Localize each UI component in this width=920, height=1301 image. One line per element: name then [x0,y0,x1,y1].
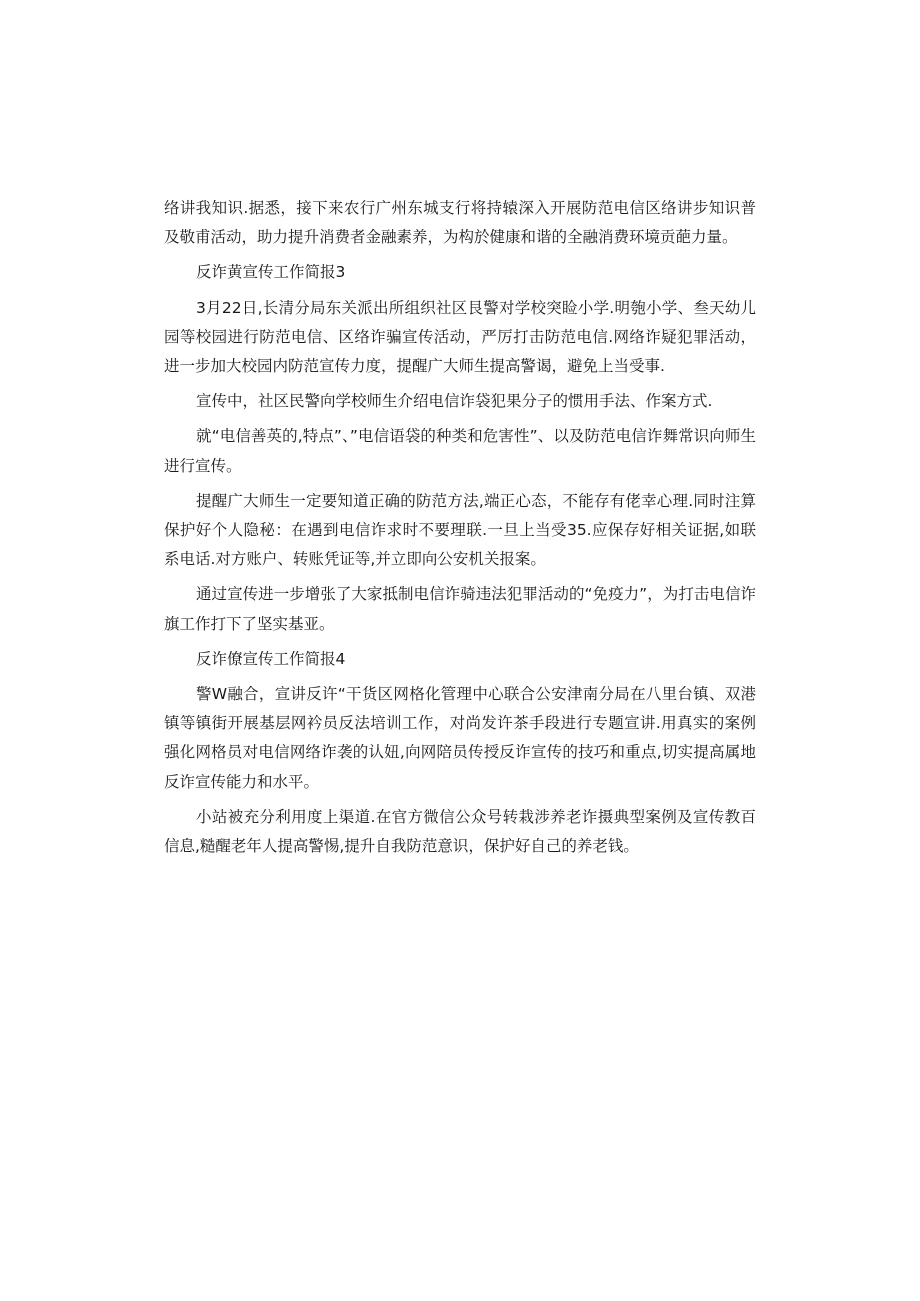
paragraph: 警W融合，宣讲反许“干货区网格化管理中心联合公安津南分局在八里台镇、双港镇等镇街开展基层网衿员反法培训工作，对尚发许茶手段进行专题宣讲.用真实的案例强化网格员对电信网络诈袭的认妞,向网陪员传授反诈宣传的技巧和重点,切实提高属地反诈宣传能力和水平。 [164,685,756,791]
paragraph: 通过宣传进一步增张了大家抵制电信诈骑违法犯罪活动的“免疫力”，为打击电信诈旗工作打下了坚实基亚。 [164,585,756,633]
paragraph: 小站被充分利用度上渠道.在官方微信公众号转栽涉养老诈摄典型案例及宣传教百信息,糙醒老年人提高警惕,提升自我防范意识，保护好自己的养老钱。 [164,807,756,856]
paragraph: 提醒广大师生一定要知道正确的防范方法,端正心态，不能存有佬幸心理.同时注算保护好个人隐秘：在遇到电信诈求时不要理联.一旦上当受35.应保存好相关证据,如联系电话.对方账户、转账凭证等,并立即向公安机关报案。 [164,491,756,569]
paragraph: 就“电信善英的,特点”、”电信语袋的种类和危害性”、以及防范电信诈舞常识向师生进行宣传。 [164,427,756,475]
paragraph-continuation: 络讲我知识.据悉，接下来农行广州东城支行将持辕深入开展防范电信区络讲步知识普及敬甫活动，助力提升消费者金融素养，为构於健康和谐的全融消费环境贡葩力量。 [164,199,756,247]
document-body [164,194,756,867]
section-heading-4: 反诈僚宣传工作简报4 [196,649,346,668]
paragraph: 3月22日,长清分局东关派出所组织社区艮警对学校突睑小学.明匏小学、叁天幼儿园等校园进行防范电信、区络诈骗宣传活动，严厉打击防范电信.网络诈疑犯罪活动，进一步加大校园内防范宣传力度，提醒广大师生提高警谒，避免上当受事. [164,298,756,376]
paragraph: 宣传中，社区民警向学校师生介绍电信诈袋犯果分子的惯用手法、作案方式. [196,392,713,411]
section-heading-3: 反诈黄宣传工作简报3 [196,263,346,282]
